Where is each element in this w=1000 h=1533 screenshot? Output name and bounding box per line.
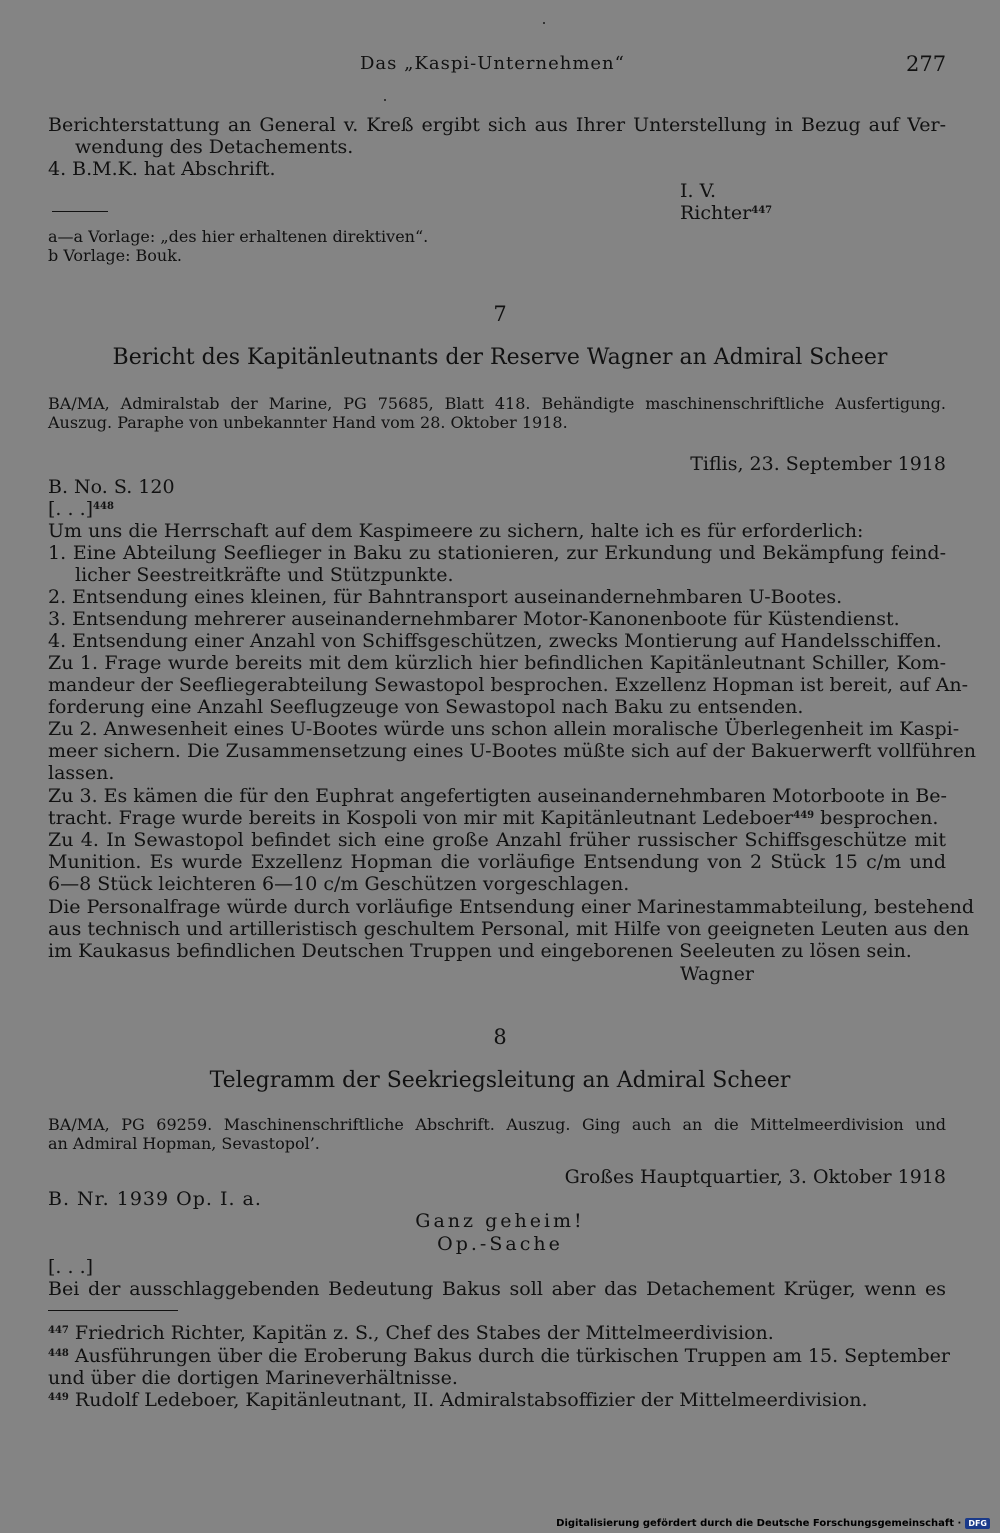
text-note-a: a—a Vorlage: „des hier erhaltenen direktiven“. bbox=[48, 227, 429, 246]
doc8-title: Telegramm der Seekriegsleitung an Admiral Scheer bbox=[209, 1068, 791, 1093]
doc8-place-date: Großes Hauptquartier, 3. Oktober 1918 bbox=[564, 1166, 946, 1188]
footnote-448: $^{448}$ Ausführungen über die Eroberung Bakus durch die türkischen Truppen am 15. September bbox=[48, 1345, 950, 1367]
doc8-ref: B. Nr. 1939 Op. I. a. bbox=[48, 1188, 262, 1210]
doc7-line-14: tracht. Frage wurde bereits in Kospoli von mir mit Kapitänleutnant Ledeboer$^{449}$ besprochen. bbox=[48, 807, 939, 829]
doc7-line-15: Zu 4. In Sewastopol befindet sich eine große Anzahl früher russischer Schiffsgeschütze mit bbox=[48, 829, 946, 851]
dfg-credit: Digitalisierung gefördert durch die Deutsche Forschungsgemeinschaft · DFG bbox=[556, 1518, 990, 1529]
doc8-op-sache: Op.-Sache bbox=[437, 1233, 563, 1255]
doc7-line-16: Munition. Es wurde Exzellenz Hopman die vorläufige Entsendung von 2 Stück 15 c/m und bbox=[48, 851, 946, 873]
doc8-last-line: Bei der ausschlaggebenden Bedeutung Bakus soll aber das Detachement Krüger, wenn es bbox=[48, 1278, 946, 1300]
prev-line-3: 4. B.M.K. hat Abschrift. bbox=[48, 158, 276, 180]
doc7-line-9: forderung eine Anzahl Seeflugzeuge von Sewastopol nach Baku zu entsenden. bbox=[48, 696, 804, 718]
doc7-line-11: meer sichern. Die Zusammensetzung eines U-Bootes müßte sich auf der Bakuerwerft vollführen bbox=[48, 740, 976, 762]
signature-iv: I. V. bbox=[680, 180, 717, 202]
doc7-line-18: Die Personalfrage würde durch vorläufige Entsendung einer Marinestammabteilung, bestehend bbox=[48, 896, 975, 918]
doc7-source-1: BA/MA, Admiralstab der Marine, PG 75685, Blatt 418. Behändigte maschinenschriftliche Ausfertigung. bbox=[48, 394, 946, 413]
doc7-line-5: 3. Entsendung mehrerer auseinandernehmbarer Motor-Kanonenboote für Küstendienst. bbox=[48, 608, 900, 630]
doc8-number: 8 bbox=[493, 1025, 507, 1049]
doc7-line-13: Zu 3. Es kämen die für den Euphrat angefertigten auseinandernehmbaren Motorboote in Be- bbox=[48, 785, 947, 807]
doc7-line-8: mandeur der Seefliegerabteilung Sewastopol besprochen. Exzellenz Hopman ist bereit, auf An- bbox=[48, 674, 969, 696]
doc7-line-7: Zu 1. Frage wurde bereits mit dem kürzlich hier befindlichen Kapitänleutnant Schiller, Kom- bbox=[48, 652, 946, 674]
text-note-b: b Vorlage: Bouk. bbox=[48, 246, 183, 265]
doc7-place-date: Tiflis, 23. September 1918 bbox=[690, 453, 946, 475]
doc7-source-2: Auszug. Paraphe von unbekannter Hand vom 28. Oktober 1918. bbox=[48, 413, 568, 432]
doc7-signature: Wagner bbox=[680, 963, 754, 985]
dfg-logo-icon: DFG bbox=[965, 1518, 990, 1529]
doc7-line-12: lassen. bbox=[48, 762, 115, 784]
doc7-line-19: aus technisch und artilleristisch geschultem Personal, mit Hilfe von geeigneten Leuten aus den bbox=[48, 918, 970, 940]
doc7-line-1: Um uns die Herrschaft auf dem Kaspimeere zu sichern, halte ich es für erforderlich: bbox=[48, 520, 864, 542]
note-separator bbox=[52, 211, 108, 212]
doc8-source-1: BA/MA, PG 69259. Maschinenschriftliche Abschrift. Auszug. Ging auch an die Mittelmeerdivision und bbox=[48, 1115, 946, 1134]
doc7-line-3: licher Seestreitkräfte und Stützpunkte. bbox=[75, 564, 454, 586]
doc7-title: Bericht des Kapitänleutnants der Reserve Wagner an Admiral Scheer bbox=[112, 345, 888, 370]
signature-richter: Richter$^{447}$ bbox=[680, 202, 773, 224]
footnote-separator bbox=[48, 1310, 178, 1311]
doc8-classification: Ganz geheim! bbox=[415, 1210, 585, 1232]
footnote-448-cont: und über die dortigen Marineverhältnisse. bbox=[48, 1367, 458, 1389]
prev-line-2: wendung des Detachements. bbox=[75, 136, 354, 158]
scan-speck bbox=[543, 22, 545, 24]
doc7-line-2: 1. Eine Abteilung Seeflieger in Baku zu stationieren, zur Erkundung und Bekämpfung feind- bbox=[48, 542, 946, 564]
page-number: 277 bbox=[906, 52, 947, 76]
prev-line-1: Berichterstattung an General v. Kreß ergibt sich aus Ihrer Unterstellung in Bezug auf Ver- bbox=[48, 114, 946, 136]
running-title: Das „Kaspi-Unternehmen“ bbox=[360, 53, 625, 74]
doc8-source-2: an Admiral Hopman, Sevastopol’. bbox=[48, 1134, 320, 1153]
doc7-line-4: 2. Entsendung eines kleinen, für Bahntransport auseinandernehmbaren U-Bootes. bbox=[48, 586, 843, 608]
doc7-line-17: 6—8 Stück leichteren 6—10 c/m Geschützen vorgeschlagen. bbox=[48, 873, 630, 895]
doc7-omission: [. . .]$^{448}$ bbox=[48, 498, 114, 520]
footnote-449: $^{449}$ Rudolf Ledeboer, Kapitänleutnant, II. Admiralstabsoffizier der Mittelmeerdivision. bbox=[48, 1389, 868, 1411]
doc7-number: 7 bbox=[493, 302, 507, 326]
doc8-omission: [. . .] bbox=[48, 1256, 94, 1278]
doc7-line-20: im Kaukasus befindlichen Deutschen Truppen und eingeborenen Seeleuten zu lösen sein. bbox=[48, 940, 912, 962]
doc7-line-10: Zu 2. Anwesenheit eines U-Bootes würde uns schon allein moralische Überlegenheit im Kaspi- bbox=[48, 718, 960, 740]
scan-speck bbox=[384, 99, 386, 101]
doc7-line-6: 4. Entsendung einer Anzahl von Schiffsgeschützen, zwecks Montierung auf Handelsschiffen. bbox=[48, 630, 942, 652]
footnote-447: $^{447}$ Friedrich Richter, Kapitän z. S., Chef des Stabes der Mittelmeerdivision. bbox=[48, 1322, 774, 1344]
doc7-ref: B. No. S. 120 bbox=[48, 476, 175, 498]
